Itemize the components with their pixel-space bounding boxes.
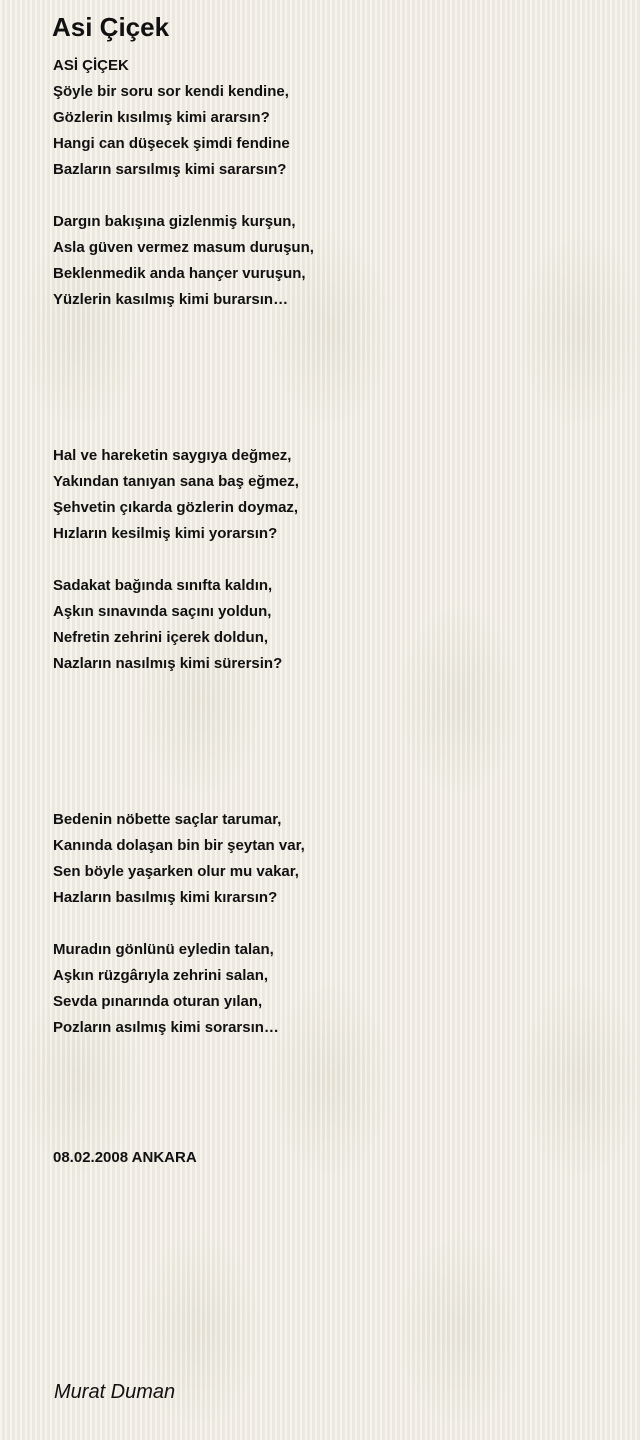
poem-line: Aşkın rüzgârıyla zehrini salan,	[53, 967, 269, 984]
poem-line: Dargın bakışına gizlenmiş kurşun,	[53, 213, 296, 230]
stanza	[53, 209, 613, 313]
poem-line: Yakından tanıyan sana baş eğmez,	[53, 473, 299, 490]
poem-body	[53, 53, 613, 1171]
poem-section-1	[53, 79, 613, 313]
poem-line: Aşkın sınavında saçını yoldun,	[53, 603, 272, 620]
poem-line: Gözlerin kısılmış kimi ararsın?	[53, 109, 270, 126]
poem-line: Sadakat bağında sınıfta kaldın,	[53, 577, 273, 594]
stanza	[53, 79, 613, 183]
poem-heading: ASİ ÇİÇEK	[53, 57, 129, 74]
poem-line: Sevda pınarında oturan yılan,	[53, 993, 263, 1010]
poem-line: Hal ve hareketin saygıya değmez,	[53, 447, 292, 464]
poem-line: Yüzlerin kasılmış kimi burarsın…	[53, 291, 289, 308]
poem-line: Pozların asılmış kimi sorarsın…	[53, 1019, 279, 1036]
poem-line: Hangi can düşecek şimdi fendine	[53, 135, 290, 152]
poem-line: Asla güven vermez masum duruşun,	[53, 239, 314, 256]
poem-line: Şöyle bir soru sor kendi kendine,	[53, 83, 289, 100]
poem-line: Şehvetin çıkarda gözlerin doymaz,	[53, 499, 299, 516]
poem-line: Sen böyle yaşarken olur mu vakar,	[53, 863, 299, 880]
poem-line: Hızların kesilmiş kimi yorarsın?	[53, 525, 278, 542]
poem-line: Muradın gönlünü eyledin talan,	[53, 941, 274, 958]
stanza	[53, 443, 613, 547]
poem-line: Hazların basılmış kimi kırarsın?	[53, 889, 278, 906]
poem-line: Bedenin nöbette saçlar tarumar,	[53, 811, 282, 828]
poem-line: Nefretin zehrini içerek doldun,	[53, 629, 269, 646]
poem-date-place: 08.02.2008 ANKARA	[53, 1149, 197, 1166]
poem-line: Nazların nasılmış kimi sürersin?	[53, 655, 283, 672]
poem-title: Asi Çiçek	[52, 12, 170, 42]
poem-line: Bazların sarsılmış kimi sararsın?	[53, 161, 287, 178]
poem-line: Kanında dolaşan bin bir şeytan var,	[53, 837, 305, 854]
stanza	[53, 937, 613, 1041]
stanza	[53, 573, 613, 677]
poem-section-2	[53, 443, 613, 677]
poem-section-3	[53, 807, 613, 1041]
poem-line: Beklenmedik anda hançer vuruşun,	[53, 265, 306, 282]
author-name: Murat Duman	[54, 1381, 176, 1403]
stanza	[53, 807, 613, 911]
